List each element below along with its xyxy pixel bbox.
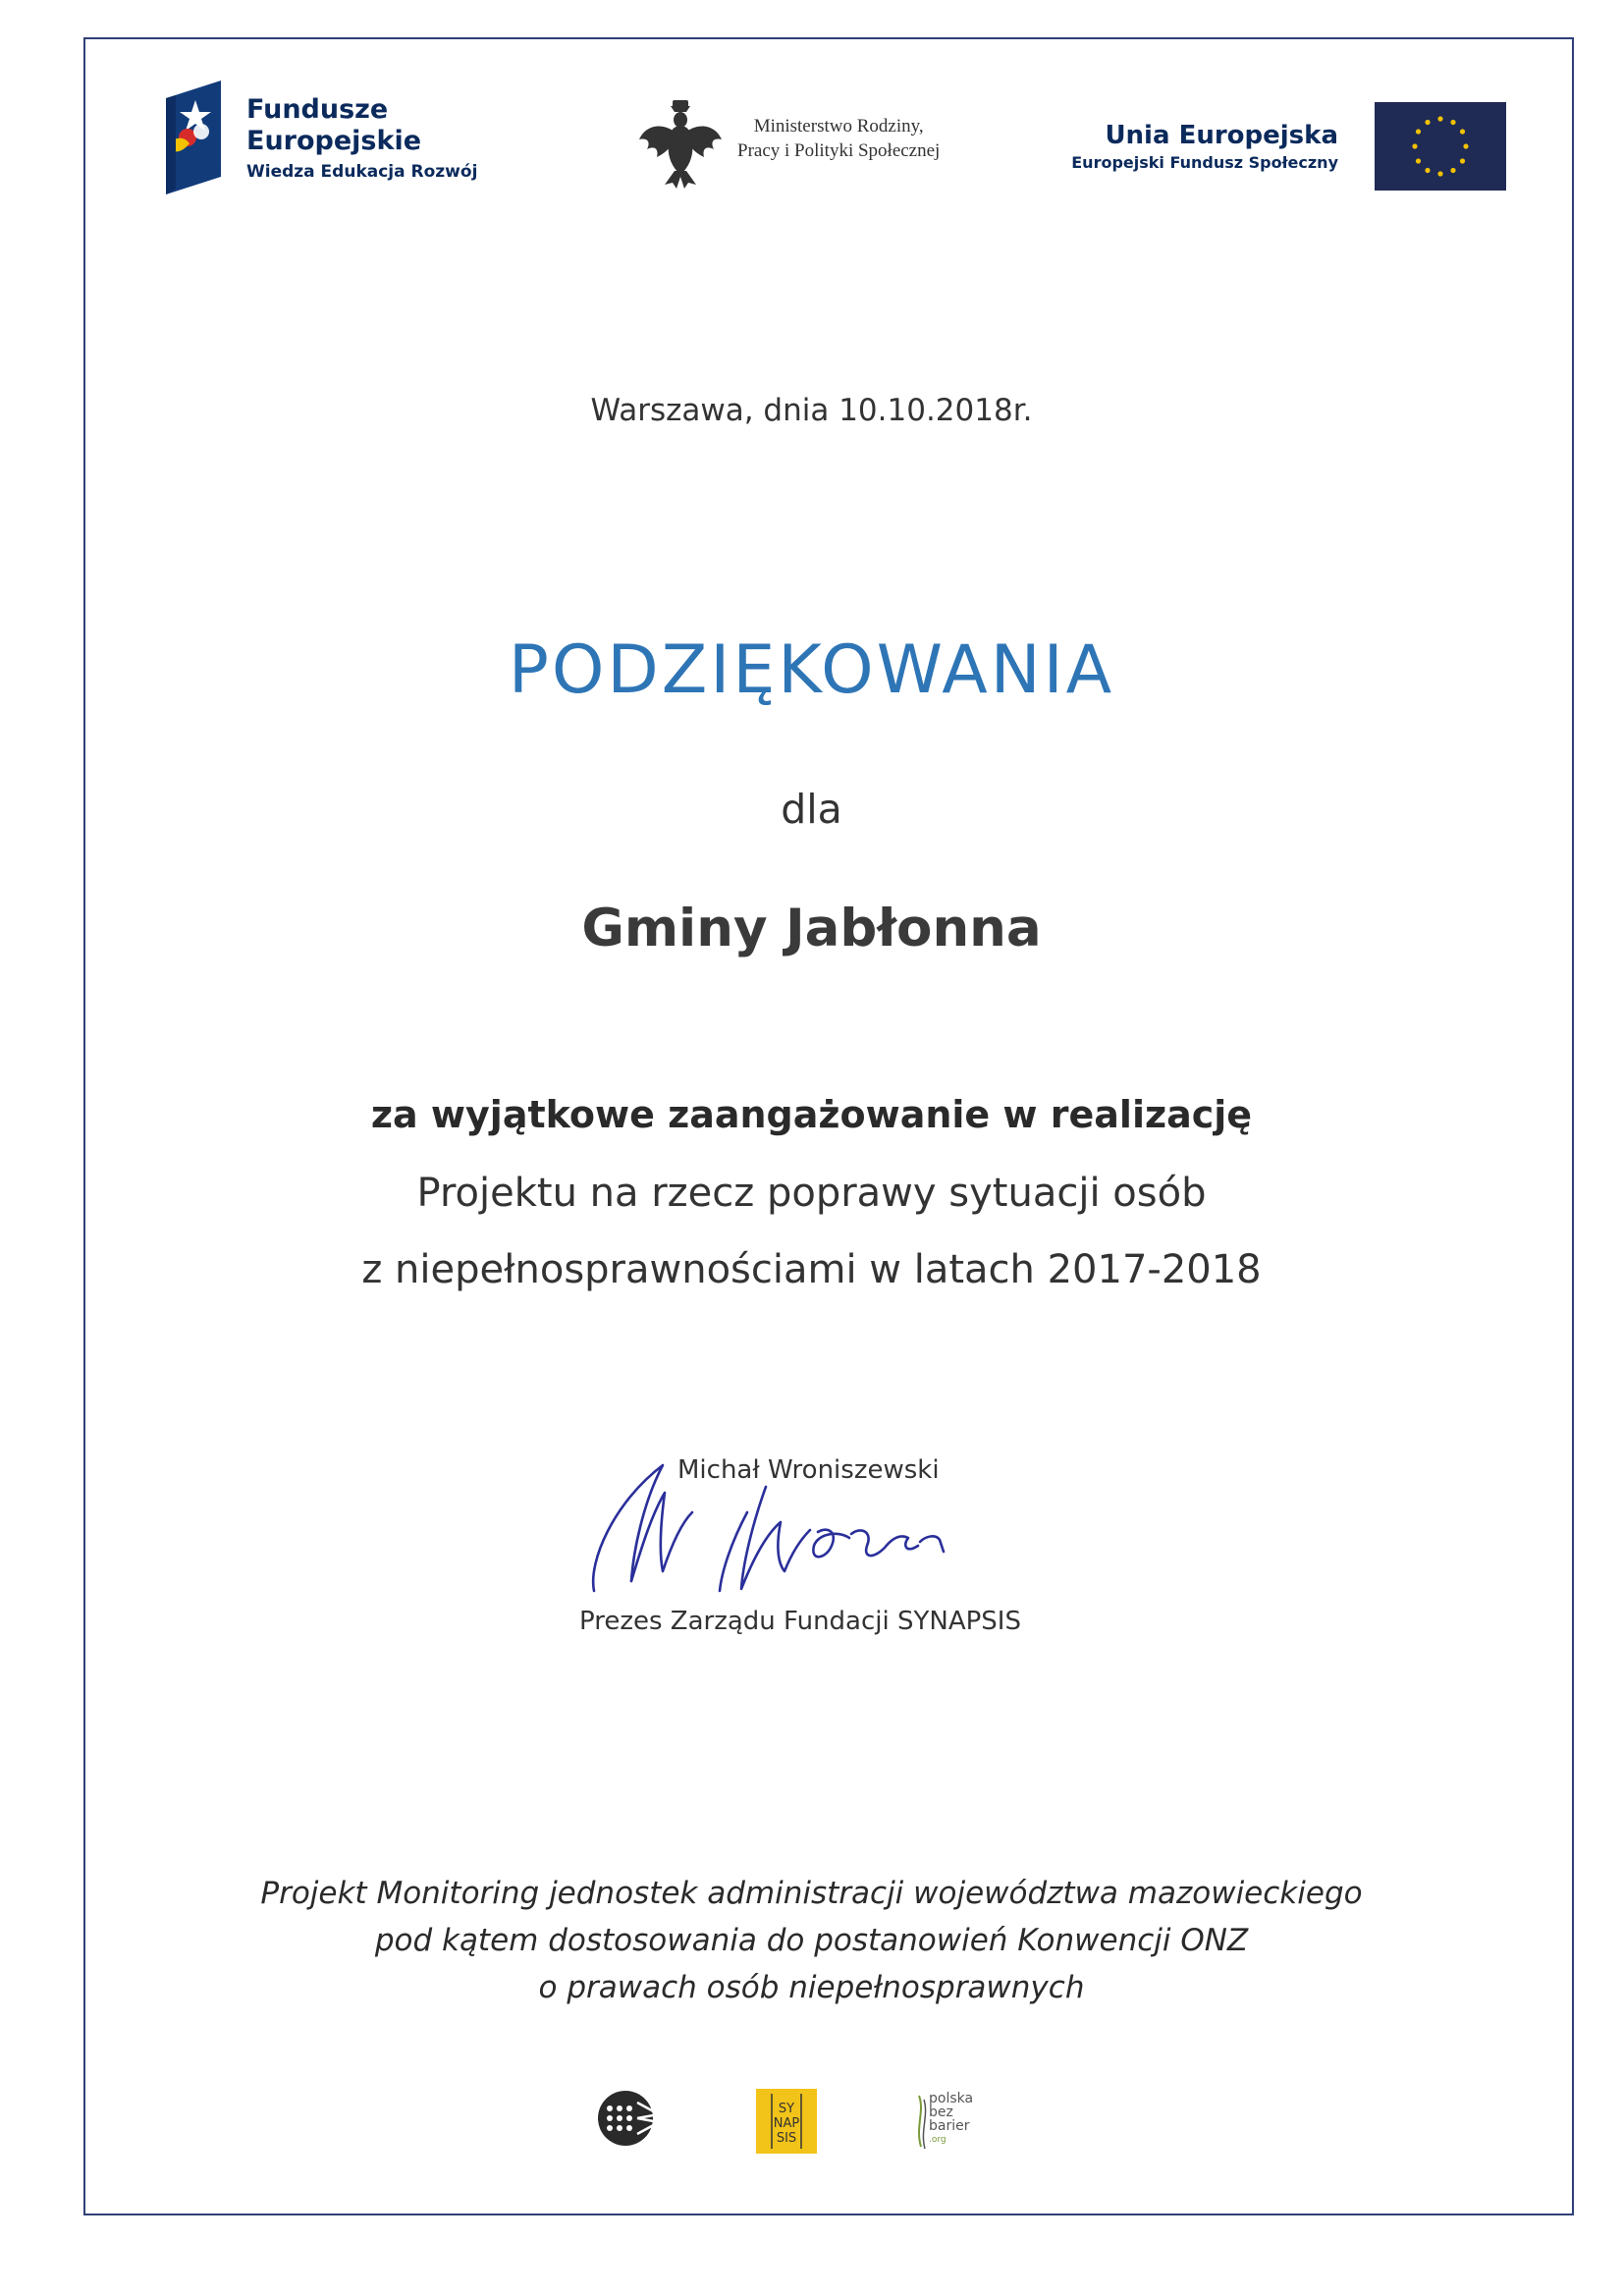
eu-title: Unia Europejska xyxy=(1105,121,1338,150)
braille-logo-icon xyxy=(594,2089,661,2152)
project-line-1: Projekt Monitoring jednostek administracji województwa mazowieckiego xyxy=(260,1876,1363,1911)
signer-role: Prezes Zarządu Fundacji SYNAPSIS xyxy=(579,1607,1021,1636)
pbb-line-2: bez xyxy=(929,2105,953,2120)
fe-emblem-icon xyxy=(160,79,229,194)
fe-title-line1: Fundusze xyxy=(246,94,389,125)
pbb-line-4: .org xyxy=(929,2135,947,2145)
ministry-line2: Pracy i Polityki Społecznej xyxy=(737,140,941,161)
recipient-name: Gminy Jabłonna xyxy=(581,899,1042,958)
svg-text:SIS: SIS xyxy=(776,2131,797,2146)
ministry-line1: Ministerstwo Rodziny, xyxy=(753,116,924,137)
fe-title-line2: Europejskie xyxy=(246,126,422,156)
project-line-2: pod kątem dostosowania do postanowień Konwencji ONZ xyxy=(374,1923,1249,1958)
polish-eagle-icon xyxy=(635,96,726,190)
ministry-logo xyxy=(635,96,941,193)
description-line-2: z niepełnosprawnościami w latach 2017-2018 xyxy=(361,1247,1262,1292)
svg-text:SY: SY xyxy=(778,2102,795,2116)
award-reason: za wyjątkowe zaangażowanie w realizację xyxy=(370,1093,1253,1136)
svg-text:NAP: NAP xyxy=(773,2116,800,2131)
signer-name: Michał Wroniszewski xyxy=(677,1455,940,1485)
description-line-1: Projektu na rzecz poprawy sytuacji osób xyxy=(416,1171,1207,1216)
handwritten-signature xyxy=(574,1444,987,1614)
document-date: Warszawa, dnia 10.10.2018r. xyxy=(590,393,1033,428)
pbb-line-3: barier xyxy=(929,2118,970,2134)
pbb-wave-icon xyxy=(915,2092,929,2151)
eu-flag-icon xyxy=(1375,102,1506,194)
pbb-line-1: polska xyxy=(929,2091,974,2106)
fe-subtitle: Wiedza Edukacja Rozwój xyxy=(246,162,478,182)
project-line-3: o prawach osób niepełnosprawnych xyxy=(538,1970,1085,2005)
synapsis-logo xyxy=(756,2089,817,2158)
eu-subtitle: Europejski Fundusz Społeczny xyxy=(1071,153,1338,172)
document-title: PODZIĘKOWANIA xyxy=(508,631,1115,709)
dedication-word: dla xyxy=(781,786,842,833)
